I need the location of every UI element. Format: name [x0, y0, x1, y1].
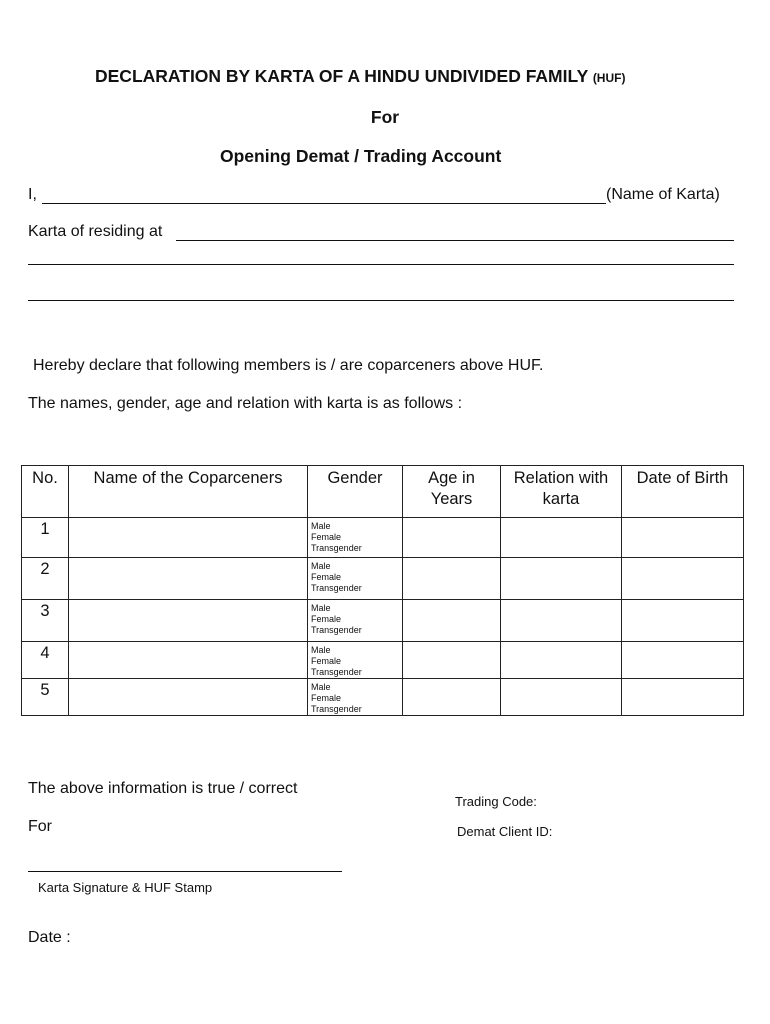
header-dob: Date of Birth	[622, 466, 744, 518]
dob-cell[interactable]	[622, 642, 744, 679]
signature-label: Karta Signature & HUF Stamp	[38, 880, 213, 895]
residing-field-line3[interactable]	[28, 300, 734, 301]
name-cell[interactable]	[69, 558, 308, 600]
title-for: For	[370, 107, 400, 127]
demat-client-id-label: Demat Client ID:	[457, 824, 553, 839]
title-main: DECLARATION BY KARTA OF A HINDU UNDIVIDED FAMILY	[95, 66, 588, 86]
relation-cell[interactable]	[501, 642, 622, 679]
table-row	[22, 642, 744, 679]
gender-cell[interactable]: Male Female Transgender	[308, 558, 403, 600]
row-number: 1	[22, 518, 69, 558]
age-cell[interactable]	[403, 642, 501, 679]
table-row	[22, 518, 744, 558]
trading-code-label: Trading Code:	[455, 794, 537, 809]
row-number: 3	[22, 600, 69, 642]
age-cell[interactable]	[403, 558, 501, 600]
row-number: 5	[22, 679, 69, 716]
for-label: For	[28, 818, 52, 835]
dob-cell[interactable]	[622, 679, 744, 716]
title-suffix: (HUF)	[592, 71, 626, 85]
row-number: 4	[22, 642, 69, 679]
name-cell[interactable]	[69, 600, 308, 642]
dob-cell[interactable]	[622, 518, 744, 558]
row-number: 2	[22, 558, 69, 600]
table-row	[22, 679, 744, 716]
header-name: Name of the Coparceners	[69, 466, 308, 518]
gender-cell[interactable]: Male Female Transgender	[308, 642, 403, 679]
coparceners-table	[21, 465, 744, 716]
declaration-line2: The names, gender, age and relation with karta is as follows :	[28, 395, 463, 412]
age-cell[interactable]	[403, 518, 501, 558]
age-cell[interactable]	[403, 679, 501, 716]
date-label: Date :	[28, 929, 71, 946]
residing-field-line2[interactable]	[28, 264, 734, 265]
page-title	[95, 66, 625, 87]
declaration-line1: Hereby declare that following members is / are coparceners above HUF.	[33, 357, 544, 374]
residing-field-line1[interactable]	[176, 240, 734, 241]
table-header-row	[22, 466, 744, 518]
title-purpose: Opening Demat / Trading Account	[220, 146, 502, 166]
relation-cell[interactable]	[501, 518, 622, 558]
karta-name-field[interactable]	[42, 203, 606, 204]
karta-name-prefix: I,	[28, 186, 37, 203]
age-cell[interactable]	[403, 600, 501, 642]
karta-name-label: (Name of Karta)	[606, 186, 720, 203]
signature-line[interactable]	[28, 871, 342, 872]
name-cell[interactable]	[69, 679, 308, 716]
name-cell[interactable]	[69, 642, 308, 679]
dob-cell[interactable]	[622, 558, 744, 600]
header-age: Age in Years	[403, 466, 501, 518]
table-row	[22, 600, 744, 642]
dob-cell[interactable]	[622, 600, 744, 642]
gender-cell[interactable]: Male Female Transgender	[308, 518, 403, 558]
name-cell[interactable]	[69, 518, 308, 558]
gender-cell[interactable]: Male Female Transgender	[308, 679, 403, 716]
relation-cell[interactable]	[501, 679, 622, 716]
header-gender: Gender	[308, 466, 403, 518]
true-statement: The above information is true / correct	[28, 780, 298, 797]
gender-cell[interactable]: Male Female Transgender	[308, 600, 403, 642]
header-relation: Relation with karta	[501, 466, 622, 518]
header-no: No.	[22, 466, 69, 518]
table-row	[22, 558, 744, 600]
relation-cell[interactable]	[501, 558, 622, 600]
residing-label: Karta of residing at	[28, 223, 163, 240]
relation-cell[interactable]	[501, 600, 622, 642]
